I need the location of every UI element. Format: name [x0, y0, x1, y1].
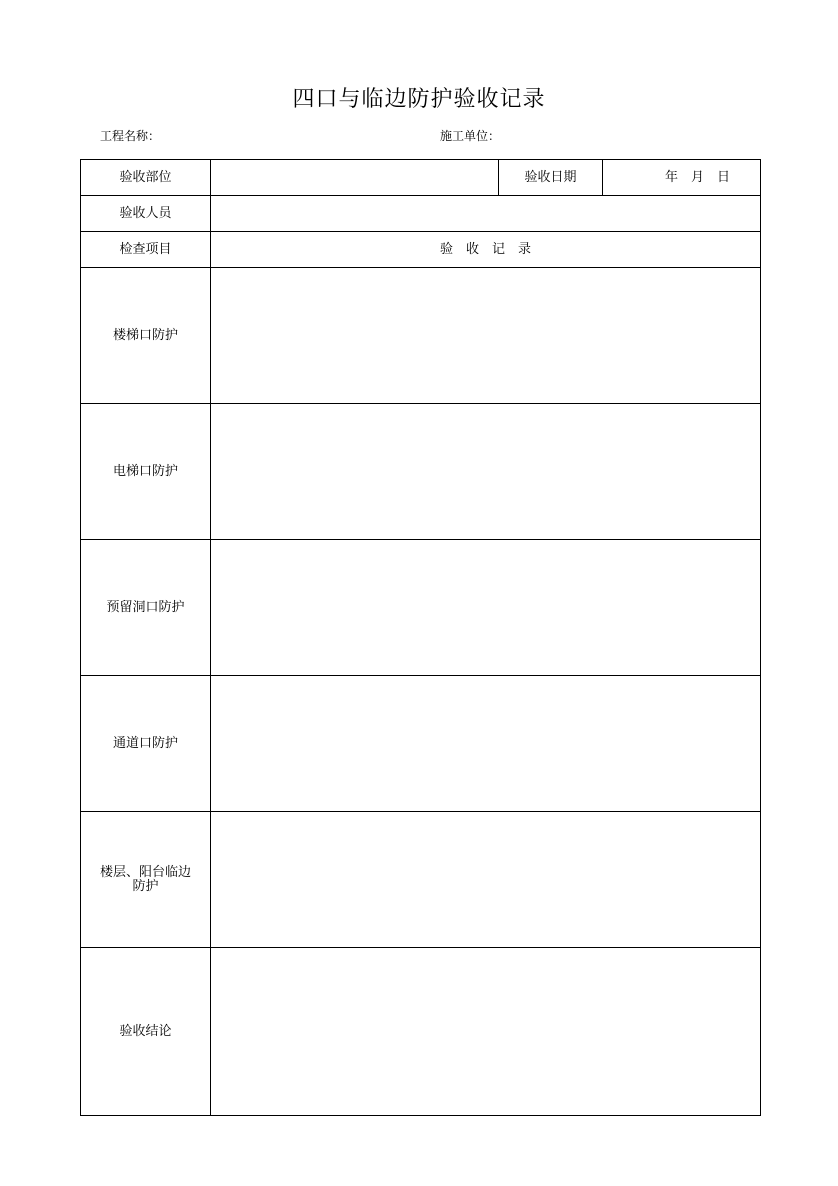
page-title: 四口与临边防护验收记录: [292, 87, 546, 112]
record-elevator-opening[interactable]: [211, 404, 761, 540]
form-row-part: [81, 160, 761, 196]
table-row: [81, 812, 761, 948]
record-passage-opening[interactable]: [211, 676, 761, 812]
inspection-form-table: [80, 159, 761, 1116]
inspection-part-value[interactable]: [211, 160, 499, 196]
table-row: [81, 540, 761, 676]
inspector-value[interactable]: [211, 196, 761, 232]
record-floor-balcony-edge[interactable]: [211, 812, 761, 948]
inspection-part-label: 验收部位: [81, 160, 211, 196]
table-row: [81, 268, 761, 404]
project-name-label: 工程名称：: [100, 129, 161, 143]
inspector-label: 验收人员: [81, 196, 211, 232]
record-stair-opening[interactable]: [211, 268, 761, 404]
item-stair-opening: 楼梯口防护: [81, 268, 211, 404]
item-elevator-opening: 电梯口防护: [81, 404, 211, 540]
inspection-date-value[interactable]: 年 月 日: [603, 160, 761, 196]
item-floor-balcony-edge: 楼层、阳台临边防护: [81, 812, 211, 948]
form-row-header: [81, 232, 761, 268]
record-column-header: 验 收 记 录: [211, 232, 761, 268]
item-conclusion: 验收结论: [81, 948, 211, 1116]
record-reserved-hole[interactable]: [211, 540, 761, 676]
inspection-date-label: 验收日期: [499, 160, 603, 196]
form-row-inspector: [81, 196, 761, 232]
item-passage-opening: 通道口防护: [81, 676, 211, 812]
contractor-label: 施工单位：: [440, 129, 501, 143]
record-conclusion[interactable]: [211, 948, 761, 1116]
item-column-header: 检查项目: [81, 232, 211, 268]
table-row: [81, 676, 761, 812]
item-reserved-hole: 预留洞口防护: [81, 540, 211, 676]
table-row: [81, 948, 761, 1116]
table-row: [81, 404, 761, 540]
